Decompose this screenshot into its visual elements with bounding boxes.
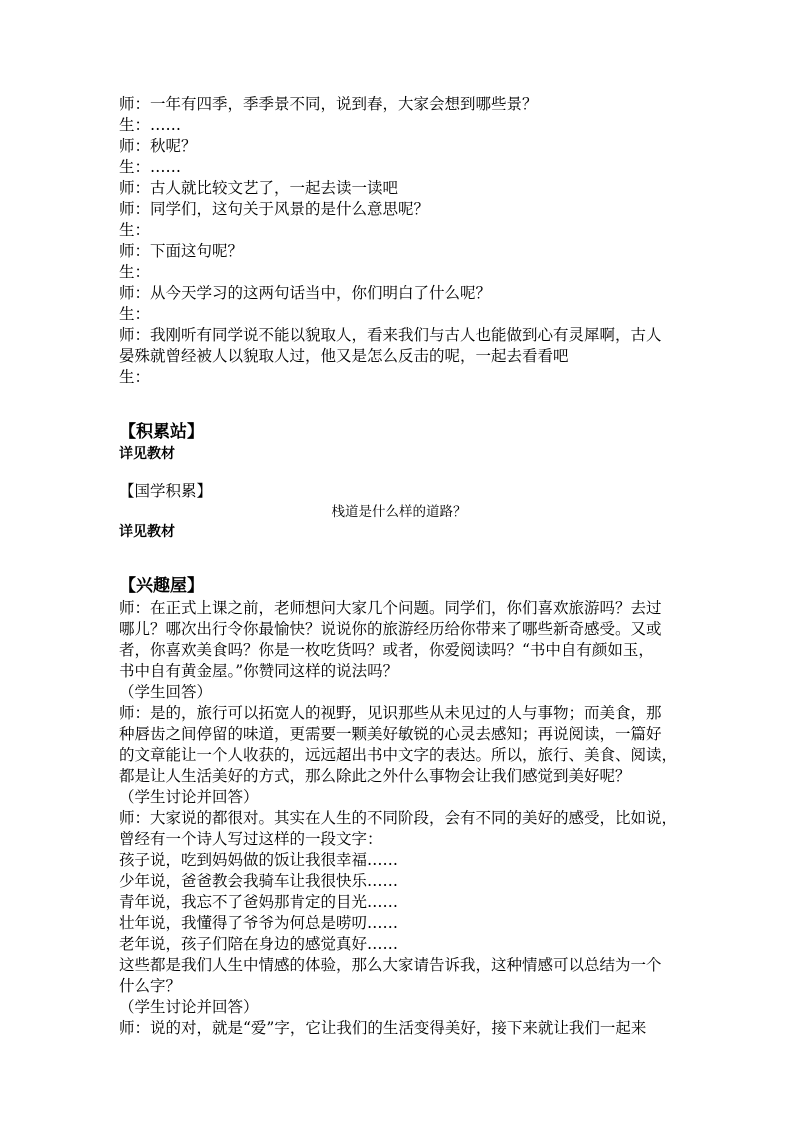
dialogue-line: 师：我刚听有同学说不能以貌取人，看来我们与古人也能做到心有灵犀啊，古人: [119, 326, 662, 344]
dialogue-line: 生：: [119, 305, 151, 323]
poem-block: [119, 850, 679, 955]
dialogue-line: 师：秋呢？: [119, 137, 197, 155]
document-page: [119, 94, 679, 1039]
paragraph-line: 什么字？: [119, 977, 182, 995]
see-textbook-note: 详见教材: [119, 524, 175, 540]
student-answer-note: （学生回答）: [119, 683, 213, 701]
teacher-paragraph-3: [119, 808, 679, 850]
paragraph-line: 哪儿？哪次出行令你最愉快？说说你的旅游经历给你带来了哪些新奇感受。又或: [119, 620, 662, 638]
dialogue-line: 生：: [119, 368, 151, 386]
guoxue-question: 栈道是什么样的道路？: [331, 504, 467, 520]
paragraph-line: 者，你喜欢美食吗？你是一枚吃货吗？或者，你爱阅读吗？“书中自有颜如玉，: [119, 641, 654, 659]
dialogue-line: 师：下面这句呢？: [119, 242, 244, 260]
paragraph-line: 都是让人生活美好的方式，那么除此之外什么事物会让我们感觉到美好呢？: [119, 767, 631, 785]
poem-line: 老年说，孩子们陪在身边的感觉真好……: [119, 935, 399, 953]
dialogue-line: 生：……: [119, 116, 182, 134]
student-answer-note: （学生讨论并回答）: [119, 788, 259, 806]
paragraph-line: 师：在正式上课之前，老师想问大家几个问题。同学们，你们喜欢旅游吗？去过: [119, 599, 662, 617]
dialogue-line: 师：古人就比较文艺了，一起去读一读吧: [119, 179, 399, 197]
dialogue-line: 生：: [119, 221, 151, 239]
intro-paragraph: [119, 598, 679, 682]
teacher-paragraph-4: [119, 955, 679, 997]
poem-line: 壮年说，我懂得了爷爷为何总是唠叨……: [119, 914, 399, 932]
dialogue-line: 师：同学们，这句关于风景的是什么意思呢？: [119, 200, 430, 218]
dialogue-line: 生：……: [119, 158, 182, 176]
poem-line: 少年说，爸爸教会我骑车让我很快乐……: [119, 872, 399, 890]
paragraph-line: 这些都是我们人生中情感的体验，那么大家请告诉我，这种情感可以总结为一个: [119, 956, 662, 974]
dialogue-block: [119, 94, 679, 388]
dialogue-line: 师：从今天学习的这两句话当中，你们明白了什么呢？: [119, 284, 492, 302]
paragraph-line: 曾经有一个诗人写过这样的一段文字：: [119, 830, 383, 848]
paragraph-line: 师：大家说的都很对。其实在人生的不同阶段，会有不同的美好的感受，比如说，: [119, 809, 678, 827]
paragraph-line: 书中自有黄金屋。”你赞同这样的说法吗？: [119, 662, 399, 680]
paragraph-line: 种唇齿之间停留的味道，更需要一颗美好敏锐的心灵去感知；再说阅读，一篇好: [119, 725, 662, 743]
teacher-paragraph-5: 师：说的对，就是“爱”字，它让我们的生活变得美好，接下来就让我们一起来: [119, 1019, 647, 1037]
student-answer-note: （学生讨论并回答）: [119, 998, 259, 1016]
see-textbook-note: 详见教材: [119, 446, 175, 462]
dialogue-line: 晏殊就曾经被人以貌取人过，他又是怎么反击的呢，一起去看看吧: [119, 347, 569, 365]
teacher-paragraph-2: [119, 703, 679, 787]
section-title-xingquwu: 【兴趣屋】: [119, 576, 204, 596]
poem-line: 孩子说，吃到妈妈做的饭让我很幸福……: [119, 851, 399, 869]
paragraph-line: 的文章能让一个人收获的，远远超出书中文字的表达。所以，旅行、美食、阅读，: [119, 746, 678, 764]
section-title-jileizhan: 【积累站】: [119, 422, 204, 442]
section-title-guoxue: 【国学积累】: [119, 482, 213, 500]
dialogue-line: 生：: [119, 263, 151, 281]
paragraph-line: 师：是的，旅行可以拓宽人的视野，见识那些从未见过的人与事物；而美食，那: [119, 704, 662, 722]
dialogue-line: 师：一年有四季，季季景不同，说到春，大家会想到哪些景？: [119, 95, 538, 113]
poem-line: 青年说，我忘不了爸妈那肯定的目光……: [119, 893, 399, 911]
